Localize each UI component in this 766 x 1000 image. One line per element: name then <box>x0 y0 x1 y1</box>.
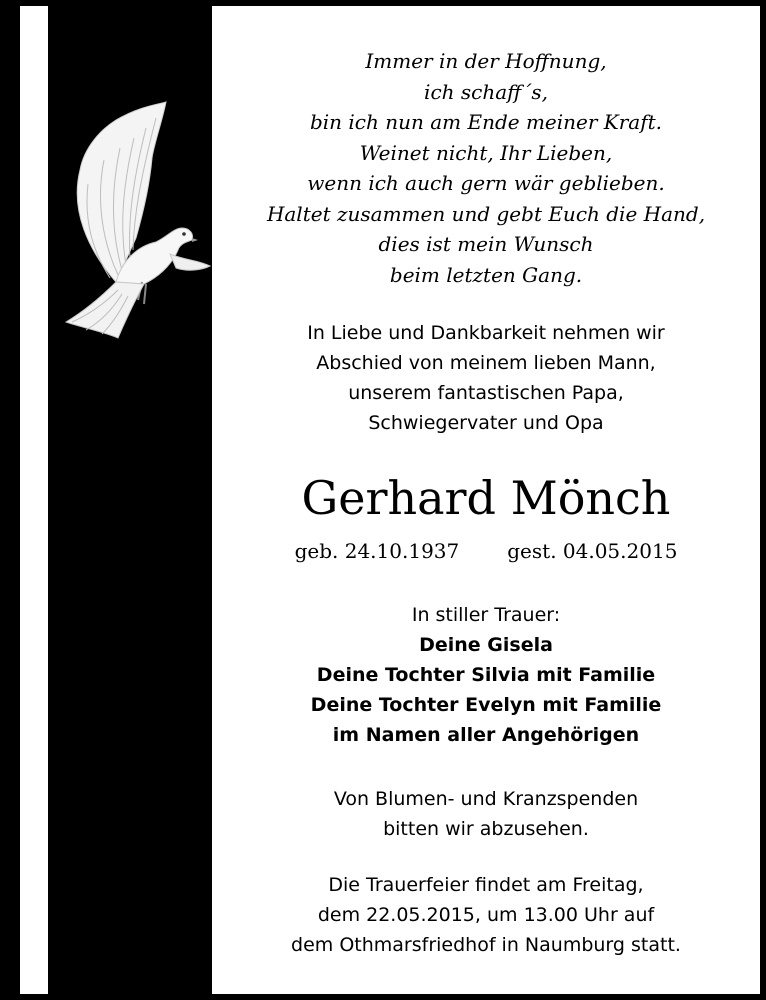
death-date: gest. 04.05.2015 <box>507 539 678 563</box>
mourning-heading: In stiller Trauer: <box>411 604 561 626</box>
dove-icon <box>58 100 218 360</box>
poem-line: Immer in der Hoffnung, <box>365 49 607 73</box>
mourner-line: Deine Tochter Evelyn mit Familie <box>310 694 662 716</box>
flowers-note <box>212 784 760 844</box>
mourner-line: Deine Tochter Silvia mit Familie <box>316 664 656 686</box>
poem-line: wenn ich auch gern wär geblieben. <box>307 171 665 195</box>
service-note <box>212 870 760 960</box>
service-line: dem Othmarsfriedhof in Naumburg statt. <box>291 934 681 956</box>
poem-line: Haltet zusammen und gebt Euch die Hand, <box>266 201 706 226</box>
life-dates <box>212 536 760 566</box>
mourner-line: im Namen aller Angehörigen <box>332 724 640 746</box>
poem <box>212 46 760 290</box>
intro-line: Abschied von meinem lieben Mann, <box>316 352 656 374</box>
birth-date: geb. 24.10.1937 <box>294 539 460 563</box>
mourner-line: Deine Gisela <box>419 634 553 656</box>
poem-line: beim letzten Gang. <box>389 262 583 287</box>
service-line: dem 22.05.2015, um 13.00 Uhr auf <box>317 904 655 926</box>
poem-line: dies ist mein Wunsch <box>378 232 594 256</box>
flowers-line: Von Blumen- und Kranzspenden <box>333 788 639 810</box>
intro-line: unserem fantastischen Papa, <box>348 382 624 404</box>
notice-content <box>212 6 760 994</box>
poem-line: Weinet nicht, Ihr Lieben, <box>359 140 613 165</box>
deceased-name: Gerhard Mönch <box>301 471 671 525</box>
mourners-block <box>212 600 760 750</box>
intro-text <box>212 318 760 438</box>
intro-line: In Liebe und Dankbarkeit nehmen wir <box>307 322 665 344</box>
service-line: Die Trauerfeier findet am Freitag, <box>328 874 644 896</box>
flowers-line: bitten wir abzusehen. <box>383 818 589 840</box>
poem-line: bin ich nun am Ende meiner Kraft. <box>309 110 663 134</box>
intro-line: Schwiegervater und Opa <box>368 412 604 434</box>
poem-line: ich schaff´s, <box>424 79 548 104</box>
